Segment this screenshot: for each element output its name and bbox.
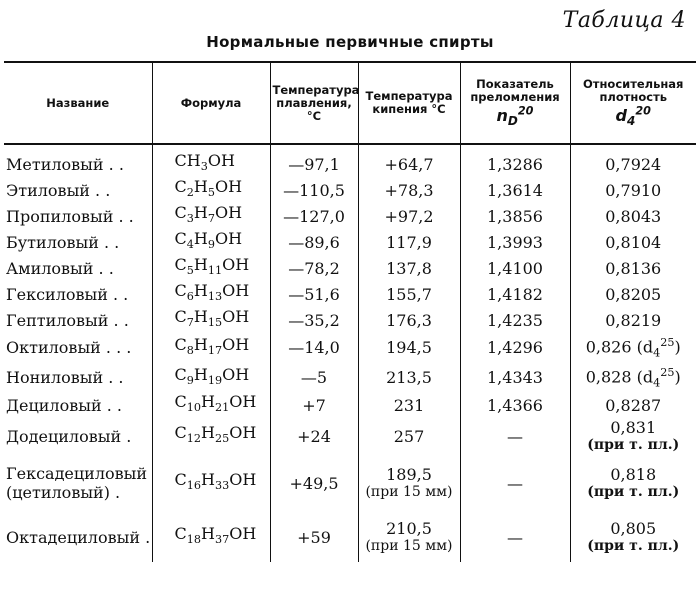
cell-formula: $C_2H_5OH$: [152, 177, 270, 203]
cell-density: 0,831 (при т. пл.): [570, 418, 696, 454]
cell-melting: +7: [270, 392, 358, 418]
cell-refraction: —: [460, 418, 570, 454]
cell-name: Нониловый . .: [6, 367, 124, 387]
cell-density: 0,8136: [570, 255, 696, 281]
cell-density: 0,7924: [570, 144, 696, 177]
cell-name: Этиловый . .: [6, 180, 111, 200]
table-row: [4, 281, 696, 307]
cell-boiling: 210,5 (при 15 мм): [358, 512, 460, 562]
cell-refraction: 1,3286: [460, 144, 570, 177]
cell-formula: $C_6H_{13}OH$: [152, 281, 270, 307]
cell-formula: $C_{16}H_{33}OH$: [152, 454, 270, 512]
cell-formula: $C_{10}H_{21}OH$: [152, 392, 270, 418]
cell-formula: $C_7H_{15}OH$: [152, 307, 270, 333]
cell-refraction: —: [460, 454, 570, 512]
cell-refraction: 1,4235: [460, 307, 570, 333]
cell-formula: $CH_3OH$: [152, 144, 270, 177]
cell-formula: $C_5H_{11}OH$: [152, 255, 270, 281]
header-formula: Формула: [152, 62, 270, 144]
cell-name: Октиловый . . .: [6, 338, 132, 358]
header-name: Название: [4, 62, 152, 144]
cell-boiling: 194,5: [358, 333, 460, 363]
cell-boiling: 176,3: [358, 307, 460, 333]
table-row: [4, 418, 696, 454]
cell-name: Октадециловый .: [6, 527, 151, 547]
cell-melting: —97,1: [270, 144, 358, 177]
cell-formula: $C_4H_9OH$: [152, 229, 270, 255]
cell-refraction: 1,4182: [460, 281, 570, 307]
cell-refraction: —: [460, 512, 570, 562]
cell-formula: $C_8H_{17}OH$: [152, 333, 270, 363]
cell-melting: +59: [270, 512, 358, 562]
cell-boiling: 155,7: [358, 281, 460, 307]
cell-melting: —127,0: [270, 203, 358, 229]
cell-formula: $C_9H_{19}OH$: [152, 363, 270, 393]
cell-melting: —51,6: [270, 281, 358, 307]
cell-density: 0,818 (при т. пл.): [570, 454, 696, 512]
cell-refraction: 1,3856: [460, 203, 570, 229]
table-row: [4, 144, 696, 177]
cell-refraction: 1,4343: [460, 363, 570, 393]
cell-refraction: 1,3993: [460, 229, 570, 255]
table-row: [4, 454, 696, 512]
header-boiling: Температура кипения °C: [358, 62, 460, 144]
cell-boiling: +64,7: [358, 144, 460, 177]
cell-density: 0,826 $(d_4^{25})$: [570, 333, 696, 363]
table-row: [4, 307, 696, 333]
cell-name: Метиловый . .: [6, 154, 124, 174]
table-caption: Нормальные первичные спирты: [206, 33, 494, 51]
cell-melting: —5: [270, 363, 358, 393]
cell-formula: $C_{18}H_{37}OH$: [152, 512, 270, 562]
cell-melting: —110,5: [270, 177, 358, 203]
table-row: [4, 512, 696, 562]
cell-name: Гексадециловый (цетиловый) .: [6, 464, 148, 503]
cell-boiling: 189,5 (при 15 мм): [358, 454, 460, 512]
cell-density: 0,8287: [570, 392, 696, 418]
cell-name: Пропиловый . .: [6, 206, 134, 226]
cell-melting: +49,5: [270, 454, 358, 512]
cell-formula: $C_{12}H_{25}OH$: [152, 418, 270, 454]
cell-density: 0,828 $(d_4^{25})$: [570, 363, 696, 393]
table-number: Таблица 4: [562, 8, 686, 33]
table-row: [4, 363, 696, 393]
cell-name: Дециловый . .: [6, 395, 122, 415]
cell-boiling: 231: [358, 392, 460, 418]
cell-melting: —35,2: [270, 307, 358, 333]
cell-name: Гексиловый . .: [6, 284, 129, 304]
cell-boiling: +78,3: [358, 177, 460, 203]
cell-boiling: 117,9: [358, 229, 460, 255]
cell-refraction: 1,4100: [460, 255, 570, 281]
cell-name: Амиловый . .: [6, 258, 114, 278]
cell-melting: +24: [270, 418, 358, 454]
header-density: Относительная плотность $d_4^{20}$: [570, 62, 696, 144]
cell-density: 0,805 (при т. пл.): [570, 512, 696, 562]
cell-formula: $C_3H_7OH$: [152, 203, 270, 229]
alcohols-table: [4, 61, 696, 562]
cell-melting: —89,6: [270, 229, 358, 255]
table-row: [4, 392, 696, 418]
cell-density: 0,8104: [570, 229, 696, 255]
cell-name: Гептиловый . .: [6, 310, 129, 330]
header-melting: Температура плавления, °C: [270, 62, 358, 144]
cell-density: 0,8219: [570, 307, 696, 333]
cell-boiling: 257: [358, 418, 460, 454]
cell-name: Бутиловый . .: [6, 232, 120, 252]
cell-melting: —78,2: [270, 255, 358, 281]
cell-boiling: +97,2: [358, 203, 460, 229]
table-row: [4, 229, 696, 255]
table-row: [4, 255, 696, 281]
cell-melting: —14,0: [270, 333, 358, 363]
cell-refraction: 1,4366: [460, 392, 570, 418]
cell-density: 0,7910: [570, 177, 696, 203]
table-row: [4, 203, 696, 229]
header-refraction: Показатель преломления $n_D^{20}$: [460, 62, 570, 144]
cell-density: 0,8043: [570, 203, 696, 229]
cell-boiling: 137,8: [358, 255, 460, 281]
cell-boiling: 213,5: [358, 363, 460, 393]
table-row: [4, 177, 696, 203]
table-row: [4, 333, 696, 363]
cell-refraction: 1,3614: [460, 177, 570, 203]
header-row: [4, 62, 696, 144]
cell-name: Додециловый .: [6, 426, 132, 446]
cell-density: 0,8205: [570, 281, 696, 307]
cell-refraction: 1,4296: [460, 333, 570, 363]
